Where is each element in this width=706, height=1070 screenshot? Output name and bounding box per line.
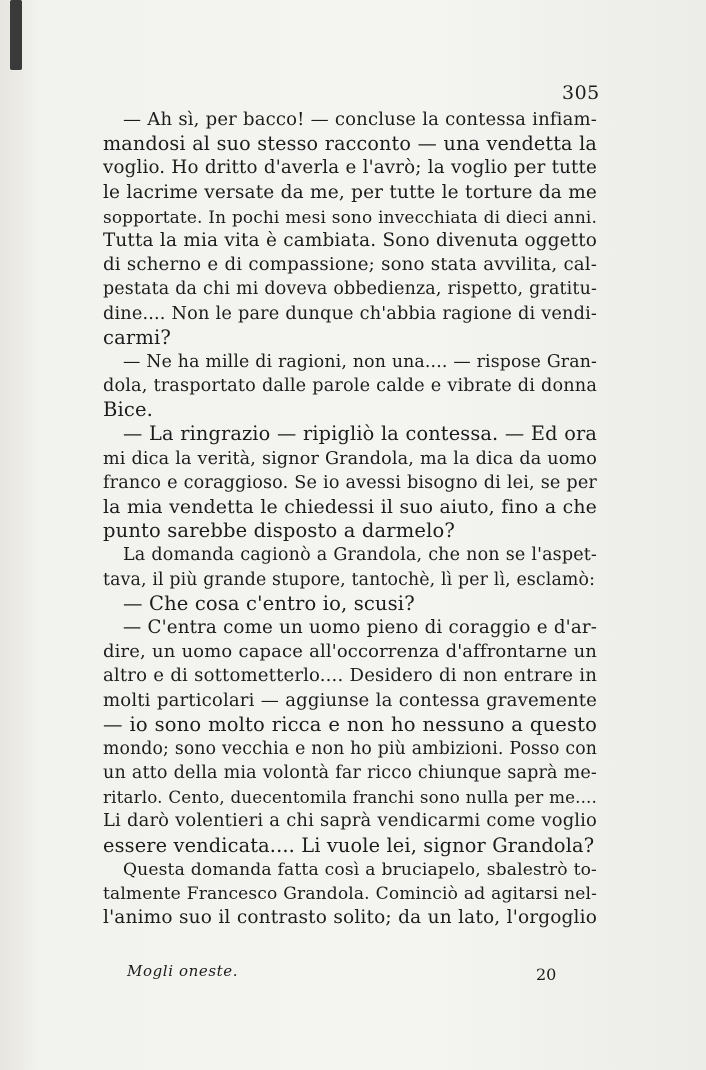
text-line: — Che cosa c'entro io, scusi? <box>123 591 415 615</box>
footer-signature: Mogli oneste. <box>127 962 239 980</box>
text-line: le lacrime versate da me, per tutte le torture da me <box>103 181 597 203</box>
text-line: Bice. <box>103 398 153 422</box>
footer-signature-number: 20 <box>536 965 557 984</box>
text-line: sopportate. In pochi mesi sono invecchiata di dieci anni. <box>103 206 597 227</box>
page-number: 305 <box>562 82 600 104</box>
text-line: pestata da chi mi doveva obbedienza, rispetto, gratitu- <box>103 279 597 300</box>
binding-shadow <box>10 0 22 70</box>
text-line: voglio. Ho dritto d'averla e l'avrò; la voglio per tutte <box>103 157 597 179</box>
text-line: La domanda cagionò a Grandola, che non se l'aspet- <box>123 545 597 566</box>
text-line: — io sono molto ricca e non ho nessuno a questo <box>103 712 597 736</box>
text-line: mi dica la verità, signor Grandola, ma la dica da uomo <box>103 448 597 469</box>
text-line: dola, trasportato dalle parole calde e vibrate di donna <box>103 376 597 397</box>
text-line: Questa domanda fatta così a bruciapelo, sbalestrò to- <box>123 859 597 880</box>
text-line: — Ah sì, per bacco! — concluse la contessa infiam- <box>123 109 597 130</box>
text-line: talmente Francesco Grandola. Cominciò ad agitarsi nel- <box>103 884 597 904</box>
text-line: altro e di sottometterlo.... Desidero di non entrare in <box>103 665 597 687</box>
text-line: — La ringrazio — ripigliò la contessa. — Ed ora <box>123 422 597 446</box>
text-line: mandosi al suo stesso racconto — una vendetta la <box>103 132 597 156</box>
text-line: molti particolari — aggiunse la contessa gravemente <box>103 689 597 711</box>
text-line: Li darò volentieri a chi saprà vendicarmi come voglio <box>103 810 597 832</box>
body-text <box>103 108 597 930</box>
text-line: dire, un uomo capace all'occorrenza d'affrontarne un <box>103 641 597 663</box>
text-line: un atto della mia volontà far ricco chiunque saprà me- <box>103 763 597 784</box>
text-line: — C'entra come un uomo pieno di coraggio e d'ar- <box>123 616 597 638</box>
text-line: carmi? <box>103 325 171 349</box>
text-line: dine.... Non le pare dunque ch'abbia ragione di vendi- <box>103 303 597 324</box>
text-line: franco e coraggioso. Se io avessi bisogno di lei, se per <box>103 472 597 493</box>
text-line: Tutta la mia vita è cambiata. Sono divenuta oggetto <box>103 229 597 251</box>
text-line: l'animo suo il contrasto solito; da un lato, l'orgoglio <box>103 907 597 929</box>
text-line: la mia vendetta le chiedessi il suo aiuto, fino a che <box>103 496 597 518</box>
text-line: tava, il più grande stupore, tantochè, lì per lì, esclamò: <box>103 569 596 590</box>
text-line: mondo; sono vecchia e non ho più ambizioni. Posso con <box>103 738 597 759</box>
text-line: ritarlo. Cento, duecentomila franchi sono nulla per me.... <box>103 787 597 808</box>
text-line: di scherno e di compassione; sono stata avvilita, cal- <box>103 254 597 276</box>
text-line: essere vendicata.... Li vuole lei, signor Grandola? <box>103 833 595 857</box>
text-line: — Ne ha mille di ragioni, non una.... — rispose Gran- <box>123 351 597 372</box>
text-line: punto sarebbe disposto a darmelo? <box>103 519 455 543</box>
